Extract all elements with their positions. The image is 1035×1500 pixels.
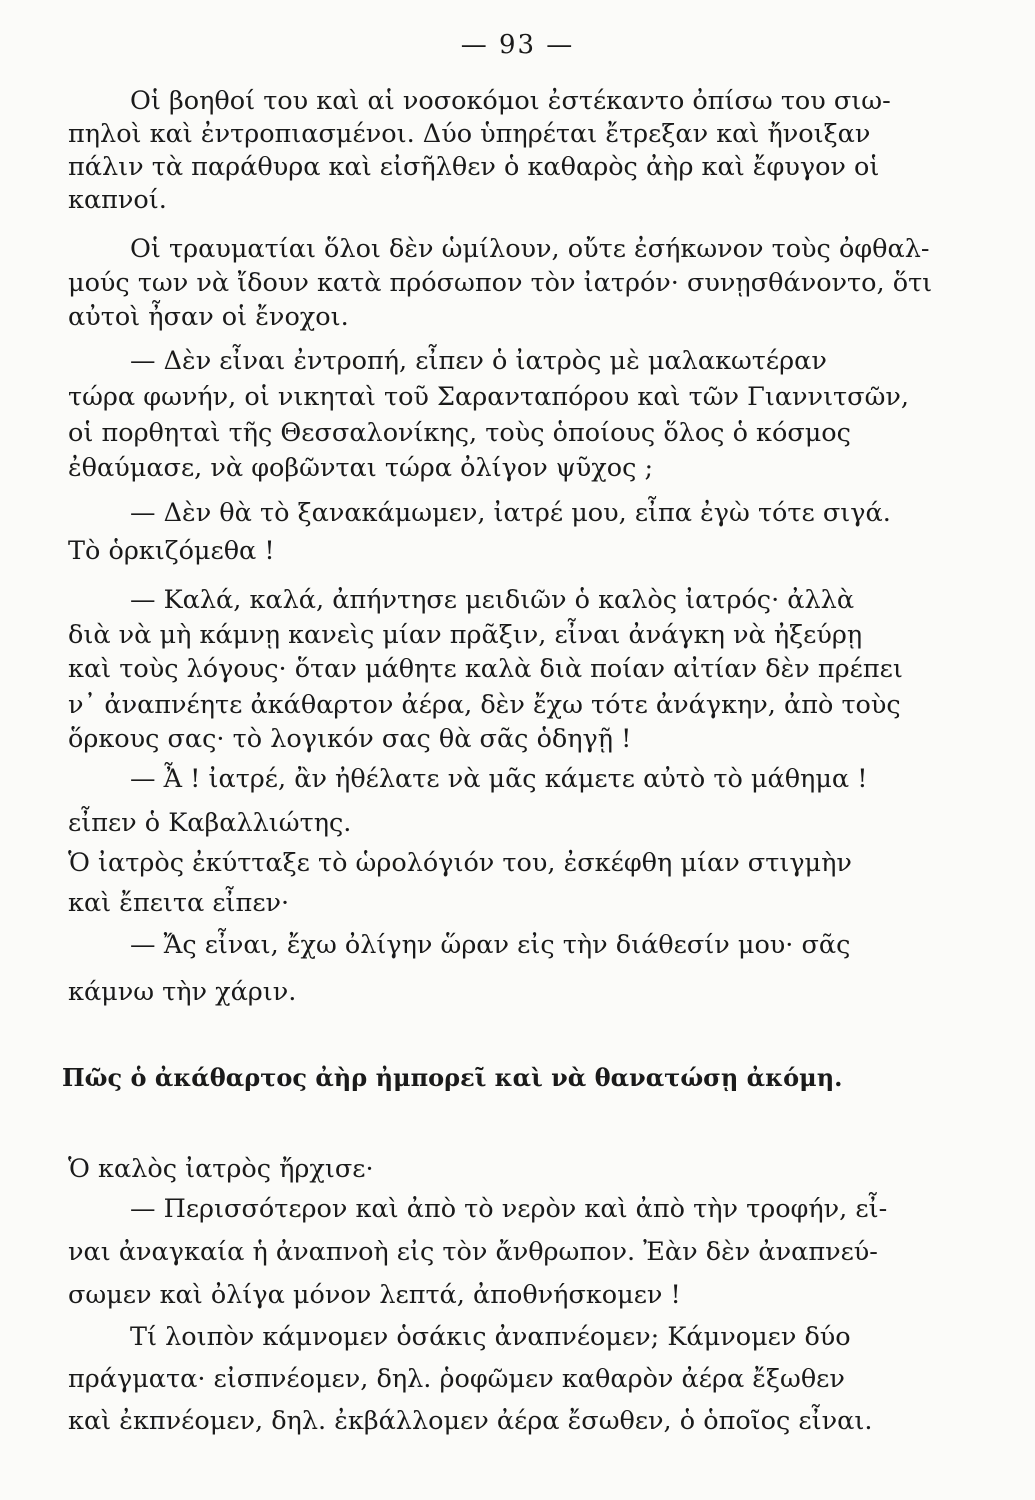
text-line: Οἱ βοηθοί του καὶ αἱ νοσοκόμοι ἐστέκαντο ὀπίσω του σιω- <box>130 86 891 116</box>
text-line: μούς των νὰ ἴδουν κατὰ πρόσωπον τὸν ἰατρόν· συνῃσθάνοντο, ὅτι <box>68 268 933 298</box>
text-line: — Καλά, καλά, ἀπήντησε μειδιῶν ὁ καλὸς ἰατρός· ἀλλὰ <box>130 585 855 615</box>
text-line: Τί λοιπὸν κάμνομεν ὁσάκις ἀναπνέομεν; Κάμνομεν δύο <box>130 1322 851 1352</box>
text-line: σωμεν καὶ ὀλίγα μόνον λεπτά, ἀποθνήσκομεν ! <box>68 1280 681 1310</box>
text-line: — Δὲν θὰ τὸ ξανακάμωμεν, ἰατρέ μου, εἶπα ἐγὼ τότε σιγά. <box>130 498 891 528</box>
text-line: Ὁ ἰατρὸς ἐκύτταξε τὸ ὡρολόγιόν του, ἐσκέφθη μίαν στιγμὴν <box>68 848 852 878</box>
text-line: κάμνω τὴν χάριν. <box>68 977 297 1007</box>
page-number: — 93 — <box>460 30 575 60</box>
text-line: ναι ἀναγκαία ἡ ἀναπνοὴ εἰς τὸν ἄνθρωπον. Ἐὰν δὲν ἀναπνεύ- <box>68 1237 878 1267</box>
text-line: αὐτοὶ ἦσαν οἱ ἔνοχοι. <box>68 302 349 332</box>
text-line: — Περισσότερον καὶ ἀπὸ τὸ νερὸν καὶ ἀπὸ τὴν τροφήν, εἶ- <box>130 1194 888 1224</box>
text-line: Ὁ καλὸς ἰατρὸς ἤρχισε· <box>68 1154 374 1184</box>
text-line: — Ἆ ! ἰατρέ, ἂν ἠθέλατε νὰ μᾶς κάμετε αὐτὸ τὸ μάθημα ! <box>130 764 868 794</box>
text-line: Οἱ τραυματίαι ὅλοι δὲν ὡμίλουν, οὔτε ἐσήκωνον τοὺς ὀφθαλ- <box>130 234 930 264</box>
text-line: οἱ πορθηταὶ τῆς Θεσσαλονίκης, τοὺς ὁποίους ὅλος ὁ κόσμος <box>68 418 851 448</box>
text-line: πηλοὶ καὶ ἐντροπιασμένοι. Δύο ὑπηρέται ἔτρεξαν καὶ ἤνοιξαν <box>68 119 871 149</box>
text-line: τώρα φωνήν, οἱ νικηταὶ τοῦ Σαρανταπόρου καὶ τῶν Γιαννιτσῶν, <box>68 382 909 412</box>
text-line: καπνοί. <box>68 185 167 215</box>
section-heading: Πῶς ὁ ἀκάθαρτος ἀὴρ ἠμπορεῖ καὶ νὰ θανατώσῃ ἀκόμη. <box>62 1063 843 1092</box>
text-line: καὶ ἔπειτα εἶπεν· <box>68 888 290 918</box>
text-line: πράγματα· εἰσπνέομεν, δηλ. ῥοφῶμεν καθαρὸν ἀέρα ἔξωθεν <box>68 1364 845 1394</box>
text-line: καὶ τοὺς λόγους· ὅταν μάθητε καλὰ διὰ ποίαν αἰτίαν δὲν πρέπει <box>68 654 903 684</box>
text-line: Τὸ ὁρκιζόμεθα ! <box>68 536 275 566</box>
text-line: διὰ νὰ μὴ κάμνῃ κανεὶς μίαν πρᾶξιν, εἶναι ἀνάγκη νὰ ἠξεύρῃ <box>68 620 863 650</box>
text-line: εἶπεν ὁ Καβαλλιώτης. <box>68 808 352 838</box>
text-line: πάλιν τὰ παράθυρα καὶ εἰσῆλθεν ὁ καθαρὸς ἀὴρ καὶ ἔφυγον οἱ <box>68 152 880 182</box>
text-line: ὅρκους σας· τὸ λογικόν σας θὰ σᾶς ὁδηγῇ ! <box>68 724 632 754</box>
text-line: ν᾽ ἀναπνέητε ἀκάθαρτον ἀέρα, δὲν ἔχω τότε ἀνάγκην, ἀπὸ τοὺς <box>68 690 901 720</box>
text-line: — Ἄς εἶναι, ἔχω ὀλίγην ὥραν εἰς τὴν διάθεσίν μου· σᾶς <box>130 930 851 960</box>
text-line: καὶ ἐκπνέομεν, δηλ. ἐκβάλλομεν ἀέρα ἔσωθεν, ὁ ὁποῖος εἶναι. <box>68 1406 873 1436</box>
text-line: ἐθαύμασε, νὰ φοβῶνται τώρα ὀλίγον ψῦχος ; <box>68 453 654 483</box>
text-line: — Δὲν εἶναι ἐντροπή, εἶπεν ὁ ἰατρὸς μὲ μαλακωτέραν <box>130 346 827 376</box>
